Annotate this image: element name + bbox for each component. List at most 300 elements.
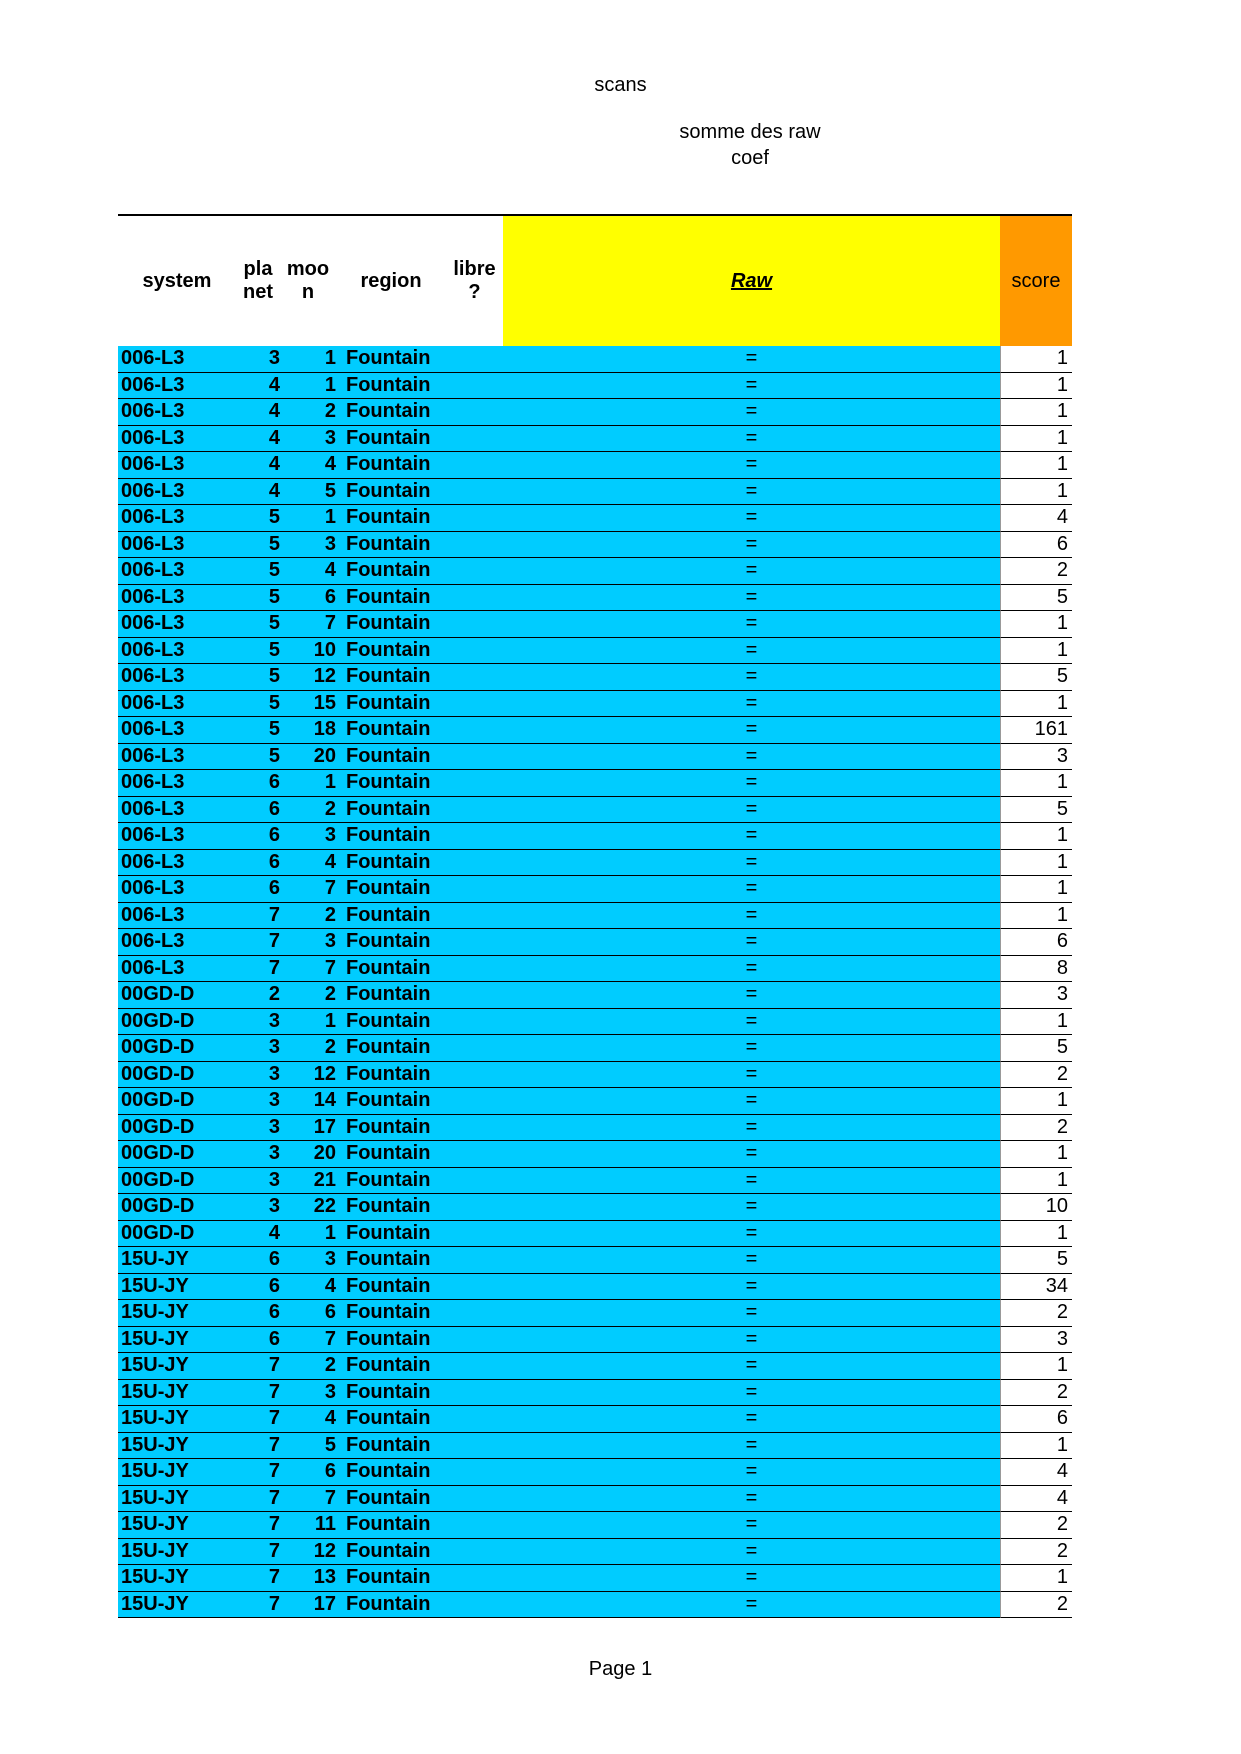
cell-raw[interactable]: = bbox=[745, 850, 758, 873]
cell-raw[interactable]: = bbox=[745, 771, 758, 794]
cell-region[interactable]: Fountain bbox=[346, 744, 431, 767]
cell-planet[interactable]: 3 bbox=[268, 1089, 280, 1112]
cell-score[interactable]: 1 bbox=[1000, 1433, 1072, 1460]
cell-planet[interactable]: 5 bbox=[268, 691, 280, 714]
cell-score[interactable]: 3 bbox=[1000, 744, 1072, 771]
cell-raw[interactable]: = bbox=[745, 1513, 758, 1536]
cell-system[interactable]: 15U-JY bbox=[121, 1407, 189, 1430]
cell-system[interactable]: 00GD-D bbox=[121, 1168, 195, 1191]
cell-region[interactable]: Fountain bbox=[346, 453, 431, 476]
cell-planet[interactable]: 5 bbox=[268, 665, 280, 688]
cell-system[interactable]: 006-L3 bbox=[121, 956, 185, 979]
cell-system[interactable]: 006-L3 bbox=[121, 665, 185, 688]
cell-score[interactable]: 1 bbox=[1000, 373, 1072, 400]
cell-planet[interactable]: 7 bbox=[268, 1380, 280, 1403]
cell-region[interactable]: Fountain bbox=[346, 1142, 431, 1165]
cell-score[interactable]: 1 bbox=[1000, 638, 1072, 665]
cell-score[interactable]: 4 bbox=[1000, 505, 1072, 532]
cell-region[interactable]: Fountain bbox=[346, 1539, 431, 1562]
cell-raw[interactable]: = bbox=[745, 1062, 758, 1085]
cell-region[interactable]: Fountain bbox=[346, 1248, 431, 1271]
cell-moon[interactable]: 1 bbox=[324, 1009, 336, 1032]
cell-raw[interactable]: = bbox=[745, 1142, 758, 1165]
cell-moon[interactable]: 12 bbox=[313, 1539, 336, 1562]
cell-system[interactable]: 00GD-D bbox=[121, 1062, 195, 1085]
header-system: system bbox=[142, 269, 212, 292]
cell-score[interactable]: 6 bbox=[1000, 532, 1072, 559]
cell-moon[interactable]: 3 bbox=[324, 930, 336, 953]
cell-system[interactable]: 15U-JY bbox=[121, 1248, 189, 1271]
cell-raw[interactable]: = bbox=[745, 665, 758, 688]
cell-raw[interactable]: = bbox=[745, 400, 758, 423]
cell-score[interactable]: 5 bbox=[1000, 1035, 1072, 1062]
cell-raw[interactable]: = bbox=[745, 797, 758, 820]
cell-region[interactable]: Fountain bbox=[346, 1036, 431, 1059]
cell-planet[interactable]: 7 bbox=[268, 1566, 280, 1589]
cell-planet[interactable]: 3 bbox=[268, 1142, 280, 1165]
cell-moon[interactable]: 11 bbox=[314, 1513, 336, 1536]
cell-region[interactable]: Fountain bbox=[346, 1380, 431, 1403]
cell-system[interactable]: 15U-JY bbox=[121, 1539, 189, 1562]
cell-system[interactable]: 006-L3 bbox=[121, 400, 185, 423]
cell-score[interactable]: 5 bbox=[1000, 585, 1072, 612]
cell-system[interactable]: 006-L3 bbox=[121, 426, 185, 449]
cell-moon[interactable]: 1 bbox=[324, 506, 336, 529]
cell-system[interactable]: 15U-JY bbox=[121, 1566, 189, 1589]
cell-region[interactable]: Fountain bbox=[346, 347, 431, 370]
cell-planet[interactable]: 4 bbox=[268, 426, 280, 449]
cell-moon[interactable]: 7 bbox=[324, 612, 336, 635]
cell-planet[interactable]: 4 bbox=[268, 453, 280, 476]
cell-region[interactable]: Fountain bbox=[346, 373, 431, 396]
cell-score[interactable]: 1 bbox=[1000, 1141, 1072, 1168]
cell-region[interactable]: Fountain bbox=[346, 1168, 431, 1191]
cell-score[interactable]: 1 bbox=[1000, 1009, 1072, 1036]
cell-system[interactable]: 006-L3 bbox=[121, 559, 185, 582]
cell-raw[interactable]: = bbox=[745, 718, 758, 741]
cell-moon[interactable]: 2 bbox=[324, 1354, 336, 1377]
cell-planet[interactable]: 7 bbox=[268, 1433, 280, 1456]
cell-raw[interactable]: = bbox=[745, 1301, 758, 1324]
cell-moon[interactable]: 3 bbox=[324, 426, 336, 449]
cell-planet[interactable]: 6 bbox=[268, 1301, 280, 1324]
cell-system[interactable]: 006-L3 bbox=[121, 479, 185, 502]
cell-region[interactable]: Fountain bbox=[346, 585, 431, 608]
cell-system[interactable]: 15U-JY bbox=[121, 1354, 189, 1377]
cell-system[interactable]: 15U-JY bbox=[121, 1274, 189, 1297]
cell-moon[interactable]: 7 bbox=[324, 956, 336, 979]
cell-moon[interactable]: 2 bbox=[324, 983, 336, 1006]
cell-moon[interactable]: 7 bbox=[324, 877, 336, 900]
cell-planet[interactable]: 5 bbox=[268, 638, 280, 661]
cell-score[interactable]: 1 bbox=[1000, 1565, 1072, 1592]
cell-region[interactable]: Fountain bbox=[346, 400, 431, 423]
cell-region[interactable]: Fountain bbox=[346, 930, 431, 953]
cell-region[interactable]: Fountain bbox=[346, 1433, 431, 1456]
cell-planet[interactable]: 2 bbox=[268, 983, 280, 1006]
cell-system[interactable]: 006-L3 bbox=[121, 850, 185, 873]
cell-score[interactable]: 3 bbox=[1000, 1327, 1072, 1354]
cell-planet[interactable]: 6 bbox=[268, 824, 280, 847]
cell-raw[interactable]: = bbox=[745, 532, 758, 555]
cell-score[interactable]: 1 bbox=[1000, 850, 1072, 877]
cell-system[interactable]: 00GD-D bbox=[121, 1009, 195, 1032]
cell-raw[interactable]: = bbox=[745, 1168, 758, 1191]
cell-region[interactable]: Fountain bbox=[346, 506, 431, 529]
cell-system[interactable]: 006-L3 bbox=[121, 453, 185, 476]
cell-raw[interactable]: = bbox=[745, 1327, 758, 1350]
cell-system[interactable]: 00GD-D bbox=[121, 1036, 195, 1059]
row-cells bbox=[118, 1274, 1000, 1301]
cell-moon[interactable]: 17 bbox=[313, 1592, 336, 1615]
cell-planet[interactable]: 3 bbox=[268, 1036, 280, 1059]
cell-planet[interactable]: 7 bbox=[268, 1539, 280, 1562]
cell-region[interactable]: Fountain bbox=[346, 1115, 431, 1138]
cell-planet[interactable]: 6 bbox=[268, 797, 280, 820]
cell-moon[interactable]: 6 bbox=[324, 1460, 336, 1483]
cell-moon[interactable]: 22 bbox=[313, 1195, 336, 1218]
cell-raw[interactable]: = bbox=[745, 744, 758, 767]
cell-moon[interactable]: 14 bbox=[313, 1089, 336, 1112]
cell-raw[interactable]: = bbox=[745, 1115, 758, 1138]
cell-region[interactable]: Fountain bbox=[346, 1460, 431, 1483]
cell-moon[interactable]: 15 bbox=[313, 691, 336, 714]
cell-score[interactable]: 6 bbox=[1000, 1406, 1072, 1433]
cell-raw[interactable]: = bbox=[745, 691, 758, 714]
cell-planet[interactable]: 7 bbox=[268, 1407, 280, 1430]
cell-system[interactable]: 15U-JY bbox=[121, 1327, 189, 1350]
cell-score[interactable]: 8 bbox=[1000, 956, 1072, 983]
cell-system[interactable]: 00GD-D bbox=[121, 1115, 195, 1138]
cell-raw[interactable]: = bbox=[745, 612, 758, 635]
cell-system[interactable]: 006-L3 bbox=[121, 506, 185, 529]
cell-planet[interactable]: 7 bbox=[268, 930, 280, 953]
cell-moon[interactable]: 6 bbox=[324, 585, 336, 608]
cell-score[interactable]: 1 bbox=[1000, 452, 1072, 479]
cell-system[interactable]: 006-L3 bbox=[121, 744, 185, 767]
cell-planet[interactable]: 7 bbox=[268, 1354, 280, 1377]
cell-score[interactable]: 1 bbox=[1000, 1221, 1072, 1248]
cell-region[interactable]: Fountain bbox=[346, 1195, 431, 1218]
cell-score[interactable]: 2 bbox=[1000, 558, 1072, 585]
cell-planet[interactable]: 7 bbox=[268, 903, 280, 926]
cell-moon[interactable]: 12 bbox=[313, 1062, 336, 1085]
cell-score[interactable]: 3 bbox=[1000, 982, 1072, 1009]
cell-raw[interactable]: = bbox=[745, 1036, 758, 1059]
cell-moon[interactable]: 18 bbox=[313, 718, 336, 741]
cell-score[interactable]: 1 bbox=[1000, 1168, 1072, 1195]
cell-region[interactable]: Fountain bbox=[346, 1513, 431, 1536]
cell-region[interactable]: Fountain bbox=[346, 983, 431, 1006]
cell-raw[interactable]: = bbox=[745, 1009, 758, 1032]
cell-region[interactable]: Fountain bbox=[346, 1354, 431, 1377]
cell-moon[interactable]: 1 bbox=[324, 1221, 336, 1244]
cell-moon[interactable]: 2 bbox=[324, 797, 336, 820]
cell-moon[interactable]: 6 bbox=[324, 1301, 336, 1324]
cell-planet[interactable]: 7 bbox=[268, 1592, 280, 1615]
cell-planet[interactable]: 3 bbox=[268, 1195, 280, 1218]
cell-system[interactable]: 15U-JY bbox=[121, 1433, 189, 1456]
cell-region[interactable]: Fountain bbox=[346, 559, 431, 582]
cell-moon[interactable]: 20 bbox=[313, 1142, 336, 1165]
cell-system[interactable]: 006-L3 bbox=[121, 532, 185, 555]
cell-raw[interactable]: = bbox=[745, 983, 758, 1006]
cell-region[interactable]: Fountain bbox=[346, 1009, 431, 1032]
table-row bbox=[118, 346, 1072, 373]
cell-system[interactable]: 00GD-D bbox=[121, 1142, 195, 1165]
cell-planet[interactable]: 4 bbox=[268, 373, 280, 396]
cell-score[interactable]: 2 bbox=[1000, 1380, 1072, 1407]
cell-score[interactable]: 1 bbox=[1000, 426, 1072, 453]
cell-region[interactable]: Fountain bbox=[346, 1486, 431, 1509]
cell-raw[interactable]: = bbox=[745, 1566, 758, 1589]
cell-system[interactable]: 00GD-D bbox=[121, 1221, 195, 1244]
table-row bbox=[118, 903, 1072, 930]
cell-moon[interactable]: 4 bbox=[324, 1407, 336, 1430]
cell-raw[interactable]: = bbox=[745, 559, 758, 582]
cell-moon[interactable]: 20 bbox=[313, 744, 336, 767]
cell-score[interactable]: 1 bbox=[1000, 611, 1072, 638]
cell-region[interactable]: Fountain bbox=[346, 797, 431, 820]
cell-region[interactable]: Fountain bbox=[346, 771, 431, 794]
cell-system[interactable]: 006-L3 bbox=[121, 612, 185, 635]
cell-raw[interactable]: = bbox=[745, 453, 758, 476]
cell-system[interactable]: 15U-JY bbox=[121, 1380, 189, 1403]
cell-moon[interactable]: 2 bbox=[324, 400, 336, 423]
cell-region[interactable]: Fountain bbox=[346, 1566, 431, 1589]
cell-planet[interactable]: 6 bbox=[268, 850, 280, 873]
cell-system[interactable]: 006-L3 bbox=[121, 585, 185, 608]
cell-planet[interactable]: 5 bbox=[268, 744, 280, 767]
cell-moon[interactable]: 21 bbox=[313, 1168, 336, 1191]
cell-region[interactable]: Fountain bbox=[346, 1062, 431, 1085]
cell-system[interactable]: 006-L3 bbox=[121, 691, 185, 714]
cell-region[interactable]: Fountain bbox=[346, 956, 431, 979]
cell-region[interactable]: Fountain bbox=[346, 665, 431, 688]
cell-planet[interactable]: 3 bbox=[268, 1062, 280, 1085]
cell-score[interactable]: 1 bbox=[1000, 770, 1072, 797]
cell-moon[interactable]: 1 bbox=[324, 771, 336, 794]
cell-score[interactable]: 5 bbox=[1000, 797, 1072, 824]
cell-score[interactable]: 5 bbox=[1000, 664, 1072, 691]
cell-moon[interactable]: 7 bbox=[324, 1486, 336, 1509]
cell-region[interactable]: Fountain bbox=[346, 1407, 431, 1430]
cell-score[interactable]: 2 bbox=[1000, 1115, 1072, 1142]
cell-moon[interactable]: 7 bbox=[324, 1327, 336, 1350]
cell-planet[interactable]: 6 bbox=[268, 1274, 280, 1297]
cell-score[interactable]: 1 bbox=[1000, 1353, 1072, 1380]
cell-system[interactable]: 00GD-D bbox=[121, 1195, 195, 1218]
cell-raw[interactable]: = bbox=[745, 373, 758, 396]
cell-raw[interactable]: = bbox=[745, 1539, 758, 1562]
cell-region[interactable]: Fountain bbox=[346, 903, 431, 926]
cell-score[interactable]: 1 bbox=[1000, 399, 1072, 426]
page-title: scans bbox=[594, 74, 647, 96]
cell-moon[interactable]: 2 bbox=[324, 1036, 336, 1059]
cell-planet[interactable]: 6 bbox=[268, 877, 280, 900]
cell-score[interactable]: 2 bbox=[1000, 1062, 1072, 1089]
row-cells bbox=[118, 1380, 1000, 1407]
cell-system[interactable]: 006-L3 bbox=[121, 347, 185, 370]
cell-raw[interactable]: = bbox=[745, 479, 758, 502]
cell-score[interactable]: 2 bbox=[1000, 1512, 1072, 1539]
cell-moon[interactable]: 13 bbox=[313, 1566, 336, 1589]
row-cells bbox=[118, 717, 1000, 744]
cell-moon[interactable]: 4 bbox=[324, 850, 336, 873]
cell-system[interactable]: 006-L3 bbox=[121, 373, 185, 396]
cell-score[interactable]: 10 bbox=[1000, 1194, 1072, 1221]
cell-planet[interactable]: 6 bbox=[268, 771, 280, 794]
row-cells bbox=[118, 1168, 1000, 1195]
cell-region[interactable]: Fountain bbox=[346, 850, 431, 873]
cell-raw[interactable]: = bbox=[745, 877, 758, 900]
cell-moon[interactable]: 5 bbox=[324, 479, 336, 502]
cell-score[interactable]: 1 bbox=[1000, 823, 1072, 850]
row-cells bbox=[118, 982, 1000, 1009]
cell-moon[interactable]: 3 bbox=[324, 532, 336, 555]
cell-raw[interactable]: = bbox=[745, 585, 758, 608]
cell-system[interactable]: 006-L3 bbox=[121, 930, 185, 953]
cell-raw[interactable]: = bbox=[745, 956, 758, 979]
cell-moon[interactable]: 3 bbox=[324, 1248, 336, 1271]
cell-planet[interactable]: 7 bbox=[268, 956, 280, 979]
row-cells bbox=[118, 770, 1000, 797]
cell-system[interactable]: 00GD-D bbox=[121, 983, 195, 1006]
cell-moon[interactable]: 3 bbox=[324, 1380, 336, 1403]
cell-raw[interactable]: = bbox=[745, 638, 758, 661]
cell-region[interactable]: Fountain bbox=[346, 1592, 431, 1615]
cell-system[interactable]: 15U-JY bbox=[121, 1513, 189, 1536]
cell-region[interactable]: Fountain bbox=[346, 479, 431, 502]
cell-system[interactable]: 00GD-D bbox=[121, 1089, 195, 1112]
cell-raw[interactable]: = bbox=[745, 1195, 758, 1218]
cell-score[interactable]: 4 bbox=[1000, 1486, 1072, 1513]
cell-score[interactable]: 2 bbox=[1000, 1592, 1072, 1619]
cell-raw[interactable]: = bbox=[745, 347, 758, 370]
cell-raw[interactable]: = bbox=[745, 1460, 758, 1483]
cell-region[interactable]: Fountain bbox=[346, 1327, 431, 1350]
cell-score[interactable]: 161 bbox=[1000, 717, 1072, 744]
cell-system[interactable]: 006-L3 bbox=[121, 771, 185, 794]
cell-planet[interactable]: 7 bbox=[268, 1486, 280, 1509]
cell-raw[interactable]: = bbox=[745, 1407, 758, 1430]
cell-moon[interactable]: 4 bbox=[324, 1274, 336, 1297]
cell-score[interactable]: 1 bbox=[1000, 1088, 1072, 1115]
cell-raw[interactable]: = bbox=[745, 506, 758, 529]
cell-raw[interactable]: = bbox=[745, 824, 758, 847]
cell-planet[interactable]: 5 bbox=[268, 718, 280, 741]
cell-moon[interactable]: 2 bbox=[324, 903, 336, 926]
cell-score[interactable]: 5 bbox=[1000, 1247, 1072, 1274]
cell-raw[interactable]: = bbox=[745, 426, 758, 449]
cell-raw[interactable]: = bbox=[745, 1089, 758, 1112]
cell-system[interactable]: 006-L3 bbox=[121, 797, 185, 820]
cell-score[interactable]: 4 bbox=[1000, 1459, 1072, 1486]
cell-moon[interactable]: 3 bbox=[324, 824, 336, 847]
cell-planet[interactable]: 5 bbox=[268, 506, 280, 529]
row-cells bbox=[118, 903, 1000, 930]
cell-score[interactable]: 2 bbox=[1000, 1539, 1072, 1566]
cell-system[interactable]: 15U-JY bbox=[121, 1301, 189, 1324]
cell-system[interactable]: 15U-JY bbox=[121, 1486, 189, 1509]
table-row bbox=[118, 1247, 1072, 1274]
cell-region[interactable]: Fountain bbox=[346, 1274, 431, 1297]
cell-planet[interactable]: 3 bbox=[268, 1009, 280, 1032]
cell-score[interactable]: 34 bbox=[1000, 1274, 1072, 1301]
cell-region[interactable]: Fountain bbox=[346, 691, 431, 714]
cell-planet[interactable]: 6 bbox=[268, 1327, 280, 1350]
cell-system[interactable]: 006-L3 bbox=[121, 877, 185, 900]
cell-planet[interactable]: 7 bbox=[268, 1460, 280, 1483]
cell-score[interactable]: 1 bbox=[1000, 479, 1072, 506]
cell-raw[interactable]: = bbox=[745, 1592, 758, 1615]
cell-raw[interactable]: = bbox=[745, 1354, 758, 1377]
cell-raw[interactable]: = bbox=[745, 1380, 758, 1403]
cell-score[interactable]: 1 bbox=[1000, 346, 1072, 373]
cell-planet[interactable]: 3 bbox=[268, 347, 280, 370]
cell-system[interactable]: 006-L3 bbox=[121, 824, 185, 847]
cell-score[interactable]: 1 bbox=[1000, 691, 1072, 718]
cell-moon[interactable]: 1 bbox=[324, 373, 336, 396]
cell-moon[interactable]: 4 bbox=[324, 453, 336, 476]
cell-planet[interactable]: 4 bbox=[268, 1221, 280, 1244]
cell-region[interactable]: Fountain bbox=[346, 718, 431, 741]
cell-system[interactable]: 006-L3 bbox=[121, 638, 185, 661]
cell-region[interactable]: Fountain bbox=[346, 1221, 431, 1244]
cell-moon[interactable]: 5 bbox=[324, 1433, 336, 1456]
cell-score[interactable]: 6 bbox=[1000, 929, 1072, 956]
cell-region[interactable]: Fountain bbox=[346, 824, 431, 847]
cell-moon[interactable]: 4 bbox=[324, 559, 336, 582]
cell-planet[interactable]: 5 bbox=[268, 532, 280, 555]
cell-raw[interactable]: = bbox=[745, 1274, 758, 1297]
cell-planet[interactable]: 4 bbox=[268, 479, 280, 502]
cell-raw[interactable]: = bbox=[745, 1248, 758, 1271]
cell-planet[interactable]: 5 bbox=[268, 559, 280, 582]
cell-planet[interactable]: 3 bbox=[268, 1168, 280, 1191]
cell-moon[interactable]: 17 bbox=[313, 1115, 336, 1138]
cell-raw[interactable]: = bbox=[745, 1221, 758, 1244]
cell-planet[interactable]: 4 bbox=[268, 400, 280, 423]
cell-raw[interactable]: = bbox=[745, 930, 758, 953]
cell-moon[interactable]: 10 bbox=[313, 638, 336, 661]
cell-planet[interactable]: 5 bbox=[268, 612, 280, 635]
cell-score[interactable]: 1 bbox=[1000, 903, 1072, 930]
cell-moon[interactable]: 1 bbox=[324, 347, 336, 370]
cell-planet[interactable]: 3 bbox=[268, 1115, 280, 1138]
cell-system[interactable]: 15U-JY bbox=[121, 1592, 189, 1615]
cell-score[interactable]: 1 bbox=[1000, 876, 1072, 903]
cell-moon[interactable]: 12 bbox=[313, 665, 336, 688]
cell-region[interactable]: Fountain bbox=[346, 1301, 431, 1324]
cell-raw[interactable]: = bbox=[745, 1433, 758, 1456]
cell-region[interactable]: Fountain bbox=[346, 877, 431, 900]
cell-score[interactable]: 2 bbox=[1000, 1300, 1072, 1327]
cell-region[interactable]: Fountain bbox=[346, 612, 431, 635]
cell-planet[interactable]: 6 bbox=[268, 1248, 280, 1271]
cell-raw[interactable]: = bbox=[745, 1486, 758, 1509]
cell-region[interactable]: Fountain bbox=[346, 638, 431, 661]
cell-region[interactable]: Fountain bbox=[346, 1089, 431, 1112]
cell-planet[interactable]: 7 bbox=[268, 1513, 280, 1536]
cell-system[interactable]: 15U-JY bbox=[121, 1460, 189, 1483]
cell-system[interactable]: 006-L3 bbox=[121, 903, 185, 926]
cell-system[interactable]: 006-L3 bbox=[121, 718, 185, 741]
cell-region[interactable]: Fountain bbox=[346, 532, 431, 555]
cell-raw[interactable]: = bbox=[745, 903, 758, 926]
cell-region[interactable]: Fountain bbox=[346, 426, 431, 449]
cell-planet[interactable]: 5 bbox=[268, 585, 280, 608]
